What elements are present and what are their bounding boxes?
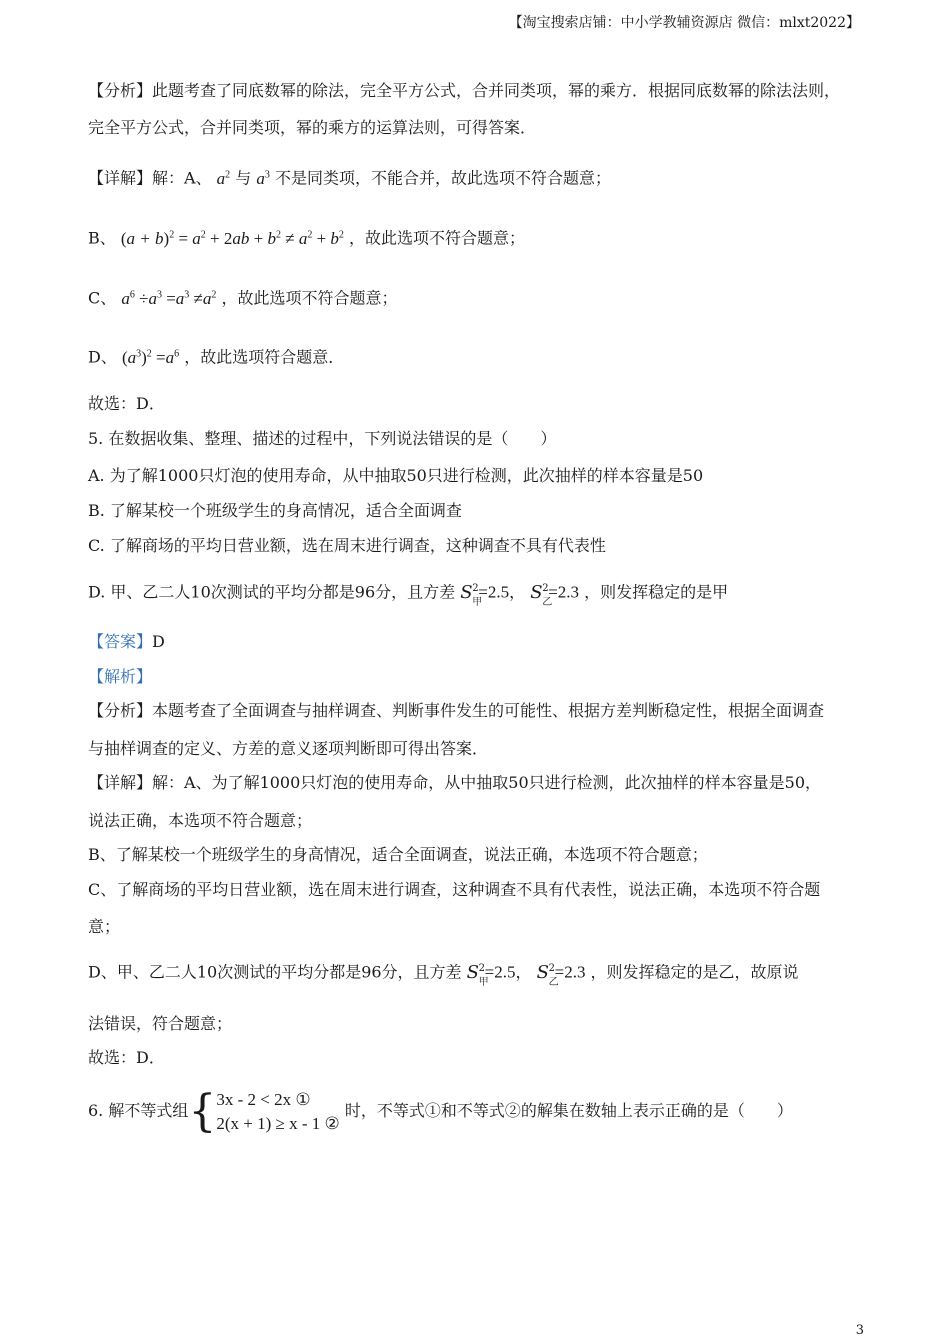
q5-option-b: B. 了解某校一个班级学生的身高情况，适合全面调查 [88, 501, 462, 520]
q5-detail-a1: 【详解】解：A、为了解1000只灯泡的使用寿命，从中抽取50只进行检测，此次抽样的样本容量是50， [88, 773, 822, 792]
q4-analysis-label: 【分析】 [88, 81, 153, 100]
inequality-system [216, 1088, 339, 1136]
jiexi-label: 【解析】 [88, 667, 153, 686]
formula-b: $(a + b)^2 = a^2 + 2ab + b^2 \ne a^2 + b^2$ [120, 228, 344, 248]
page-header: 【淘宝搜索店铺：中小学教辅资源店 微信：mlxt2022】 [508, 15, 860, 31]
q4-detail-c: C、 $a^6 \div a^3 =a^3 \ne a^2$ ，故此选项不符合题意； [88, 288, 398, 308]
answer-label: 【答案】 [88, 632, 153, 651]
q5-detail-d2: 法错误，符合题意； [88, 1014, 233, 1033]
q5-answer: 【答案】D [88, 632, 165, 651]
q5-analysis-line2: 与抽样调查的定义、方差的意义逐项判断即可得出答案． [88, 739, 489, 758]
q5-analysis-line1: 【分析】本题考查了全面调查与抽样调查、判断事件发生的可能性、根据方差判断稳定性，根据全面调查 [88, 701, 825, 720]
inequality-1: 3x - 2 < 2x ① [216, 1089, 311, 1109]
inequality-2: 2(x + 1) ≥ x - 1 ② [216, 1113, 340, 1133]
q4-choose: 故选：D． [88, 394, 165, 413]
q4-detail-b: B、 $(a + b)^2 = a^2 + 2ab + b^2 \ne a^2 + b^2$ ，故此选项不符合题意； [88, 228, 526, 248]
variance-s-yi-detail: S 2 乙 [536, 962, 559, 988]
q4-analysis-line1: 【分析】此题考查了同底数幂的除法，完全平方公式，合并同类项，幂的乘方．根据同底数幂的除法法则， [88, 81, 841, 100]
q5-detail-c2: 意； [88, 917, 121, 936]
q4-analysis-line2: 完全平方公式，合并同类项，幂的乘方的运算法则，可得答案． [88, 118, 537, 137]
q5-detail-d1: D、甲、乙二人10次测试的平均分都是96分，且方差 S 2 甲 =2.5， S 2 乙 =2.3 ，则发挥稳定的是乙，故原说 [88, 962, 799, 988]
q5-detail-a2: 说法正确，本选项不符合题意； [88, 811, 313, 830]
variance-s-jia: S 2 甲 [460, 582, 483, 608]
system-brace: { [188, 1085, 217, 1137]
q5-detail-b: B、了解某校一个班级学生的身高情况，适合全面调查，说法正确，本选项不符合题意； [88, 845, 708, 864]
page-number: 3 [855, 1323, 864, 1338]
formula-c: $a^6 \div a^3 =a^3 \ne a^2$ [121, 288, 217, 308]
q6-stem: 6. 解不等式组{3x - 2 < 2x ① 2(x + 1) ≥ x - 1 ② 时，不等式①和不等式②的解集在数轴上表示正确的是（ ） [88, 1085, 793, 1137]
q5-option-c: C. 了解商场的平均日营业额，选在周末进行调查，这种调查不具有代表性 [88, 536, 606, 555]
variance-s-yi: S 2 乙 [530, 582, 553, 608]
q5-choose: 故选：D． [88, 1048, 165, 1067]
q4-detail-d: D、 $(a^3)^2 =a^6$ ，故此选项符合题意． [88, 347, 345, 367]
variance-s-jia-detail: S 2 甲 [466, 962, 489, 988]
q5-option-a: A. 为了解1000只灯泡的使用寿命，从中抽取50只进行检测，此次抽样的样本容量是50 [88, 466, 704, 485]
formula-a2: $a^2$ [216, 168, 231, 188]
formula-a3: $a^3$ [256, 168, 270, 188]
q4-detail-a: 【详解】解：A、 $a^2$ 与 $a^3$ 不是同类项，不能合并，故此选项不符合题意； [88, 168, 611, 188]
formula-d: $(a^3)^2 =a^6$ [121, 347, 180, 367]
q5-option-d: D. 甲、乙二人10次测试的平均分都是96分，且方差 S 2 甲 =2.5， S 2 乙 =2.3 ，则发挥稳定的是甲 [88, 582, 729, 608]
q5-detail-c1: C、了解商场的平均日营业额，选在周末进行调查，这种调查不具有代表性，说法正确，本选项不符合题 [88, 880, 821, 899]
q5-stem: 5. 在数据收集、整理、描述的过程中，下列说法错误的是（ ） [88, 429, 557, 448]
